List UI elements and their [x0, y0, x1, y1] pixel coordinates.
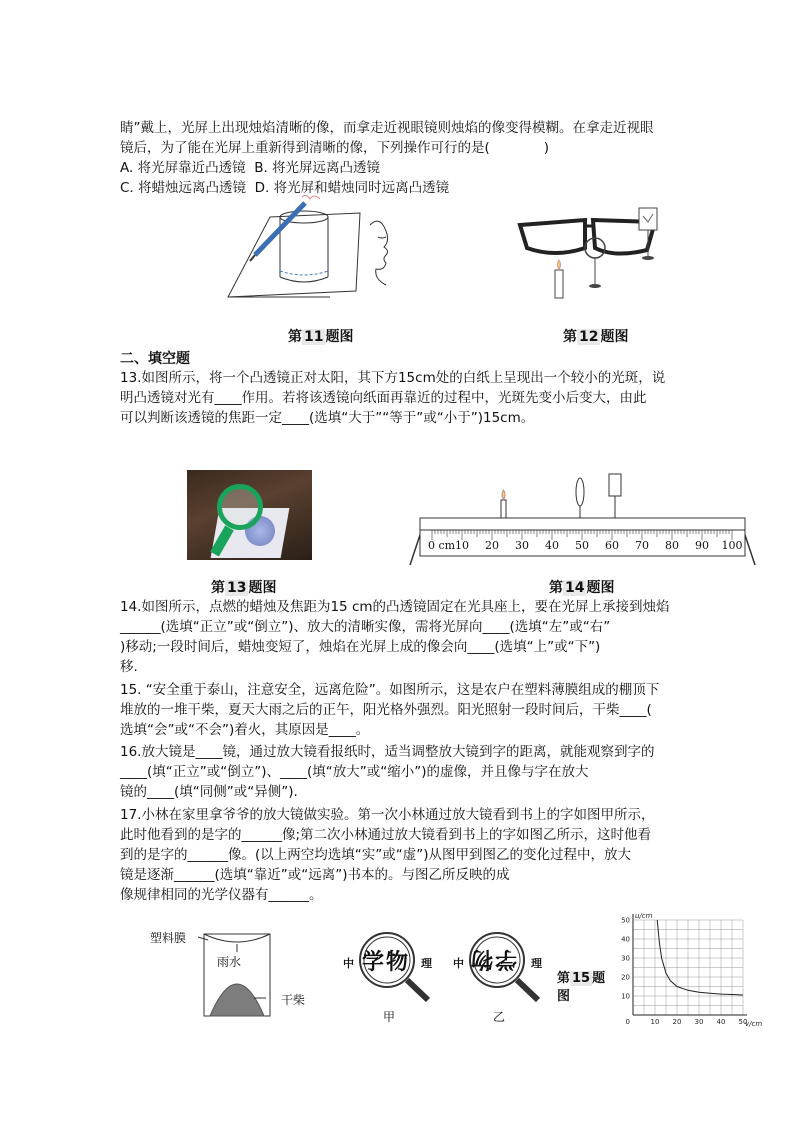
x-axis-label: v/cm — [745, 1020, 763, 1028]
caption-fig11: 第 11 题图 — [288, 329, 354, 345]
yi-label: 乙 — [493, 1010, 506, 1024]
x-tick-label: 20 — [672, 1018, 682, 1026]
y-tick-label: 30 — [621, 954, 630, 963]
q13-line3: 可以判断该透镜的焦距一定____(选填“大于”“等于”或“小于”)15cm。 — [120, 410, 535, 426]
bench-tick-label: 0 cm — [428, 539, 456, 552]
origin-label: 0 — [625, 1018, 630, 1026]
y-tick-label: 40 — [621, 935, 630, 944]
figure-13-photo — [187, 470, 312, 560]
q13-line2: 明凸透镜对光有____作用。若将该透镜向纸面再靠近的过程中，光斑先变小后变大，由此 — [120, 390, 647, 406]
caption-fig13: 第 13 题图 — [211, 580, 277, 596]
bench-tick-label: 30 — [515, 539, 529, 552]
q16-line1: 16.放大镜是____镜，通过放大镜看报纸时，适当调整放大镜到字的距离，就能观察到字的 — [120, 744, 655, 760]
bench-tick-label: 100 — [721, 539, 743, 552]
y-tick-label: 20 — [621, 973, 630, 982]
bench-tick-label: 20 — [485, 539, 499, 552]
uv-curve — [657, 920, 743, 995]
x-tick-label: 50 — [738, 1018, 748, 1026]
x-tick-label: 10 — [650, 1018, 660, 1026]
q17-line4: 镜是逐渐______(选填“靠近”或“远离”)书本的。与图乙所反映的成 — [120, 867, 510, 883]
y-tick-label: 50 — [621, 916, 630, 925]
q14-line2: ______(选填“正立”或“倒立”)、放大的清晰实像，需将光屏向____(选填“左”或“右” — [120, 619, 611, 635]
q16-line3: 镜的____(填“同侧”或“异侧”). — [120, 784, 298, 800]
bench-tick-label: 90 — [695, 539, 709, 552]
magnifier-ring — [217, 484, 263, 530]
q14-line4: 移. — [120, 659, 138, 675]
bench-tick-label: 40 — [545, 539, 559, 552]
bench-tick-label: 80 — [665, 539, 679, 552]
q15-line2: 堆放的一堆干柴，夏天大雨之后的正午，阳光格外强烈。阳光照射一段时间后，干柴____( — [120, 702, 652, 718]
x-tick-label: 40 — [716, 1018, 726, 1026]
x-tick-label: 30 — [694, 1018, 704, 1026]
yi-char-2: 学 — [495, 946, 518, 972]
bench-tick-label: 10 — [455, 539, 469, 552]
yi-left-char: 中 — [453, 957, 464, 970]
q17-line3: 到的是字的______像。(以上两空均选填“实”或“虚”)从图甲到图乙的变化过程中，放大 — [120, 847, 632, 863]
caption-fig12: 第 12 题图 — [563, 329, 629, 345]
label-film: 塑料膜 — [150, 931, 187, 945]
yi-char-1: 物 — [471, 946, 494, 972]
figure-14-bench — [405, 470, 760, 570]
caption-fig14: 第 14 题图 — [549, 580, 615, 596]
q15-line3: 选填“会”或“不会”)着火，其原因是____。 — [120, 722, 370, 738]
jia-char-2: 物 — [386, 949, 409, 975]
figure-11 — [220, 195, 420, 310]
q10-line1: 睛”戴上，光屏上出现烛焰清晰的像，而拿走近视眼镜则烛焰的像变得模糊。在拿走近视眼 — [120, 120, 654, 136]
yi-right-char: 理 — [531, 957, 542, 970]
q10-options-ab: A. 将光屏靠近凸透镜 B. 将光屏远离凸透镜 — [120, 160, 381, 176]
uv-chart — [613, 910, 763, 1035]
q15-line1: 15. “安全重于泰山，注意安全，远离危险”。如图所示，这是农户在塑料薄膜组成的棚顶下 — [120, 682, 660, 698]
candle — [501, 490, 506, 518]
figure-12 — [515, 200, 675, 300]
bench-tick-label: 70 — [635, 539, 649, 552]
q16-line2: ____(填“正立”或“倒立”)、____(填“放大”或“缩小”)的虚像，并且像与字在放大 — [120, 764, 589, 780]
q13-line1: 13.如图所示，将一个凸透镜正对太阳，其下方15cm处的白纸上呈现出一个较小的光斑，说 — [120, 370, 666, 386]
bench-tick-label: 60 — [605, 539, 619, 552]
q10-line2: 镜后，为了能在光屏上重新得到清晰的像，下列操作可行的是( ) — [120, 140, 550, 156]
q14-line1: 14.如图所示，点燃的蜡烛及焦距为15 cm的凸透镜固定在光具座上，要在光屏上承接到烛焰 — [120, 599, 670, 615]
section-title: 二、填空题 — [120, 351, 190, 367]
label-rain: 雨水 — [217, 955, 242, 969]
y-tick-label: 10 — [621, 992, 630, 1001]
jia-label: 甲 — [383, 1010, 396, 1024]
jia-left-char: 中 — [343, 957, 354, 970]
q17-line5: 像规律相同的光学仪器有______。 — [120, 887, 323, 903]
caption-fig15: 第 15 题 图 — [557, 971, 606, 1004]
q17-line2: 此时他看到的是字的______像;第二次小林通过放大镜看到书上的字如图乙所示，这时他看 — [120, 827, 652, 843]
y-axis-label: u/cm — [635, 912, 653, 920]
bench-tick-label: 50 — [575, 539, 589, 552]
q17-line1: 17.小林在家里拿爷爷的放大镜做实验。第一次小林通过放大镜看到书上的字如图甲所示， — [120, 807, 655, 823]
jia-char-1: 学 — [362, 949, 385, 975]
convex-lens — [576, 478, 584, 518]
label-wood: 干柴 — [281, 993, 306, 1007]
q10-options-cd: C. 将蜡烛远离凸透镜 D. 将光屏和蜡烛同时远离凸透镜 — [120, 180, 450, 196]
light-screen — [609, 474, 621, 518]
q14-line3: )移动;一段时间后，蜡烛变短了，烛焰在光屏上成的像会向____(选填“上”或“下”) — [120, 639, 601, 655]
jia-right-char: 理 — [421, 957, 432, 970]
